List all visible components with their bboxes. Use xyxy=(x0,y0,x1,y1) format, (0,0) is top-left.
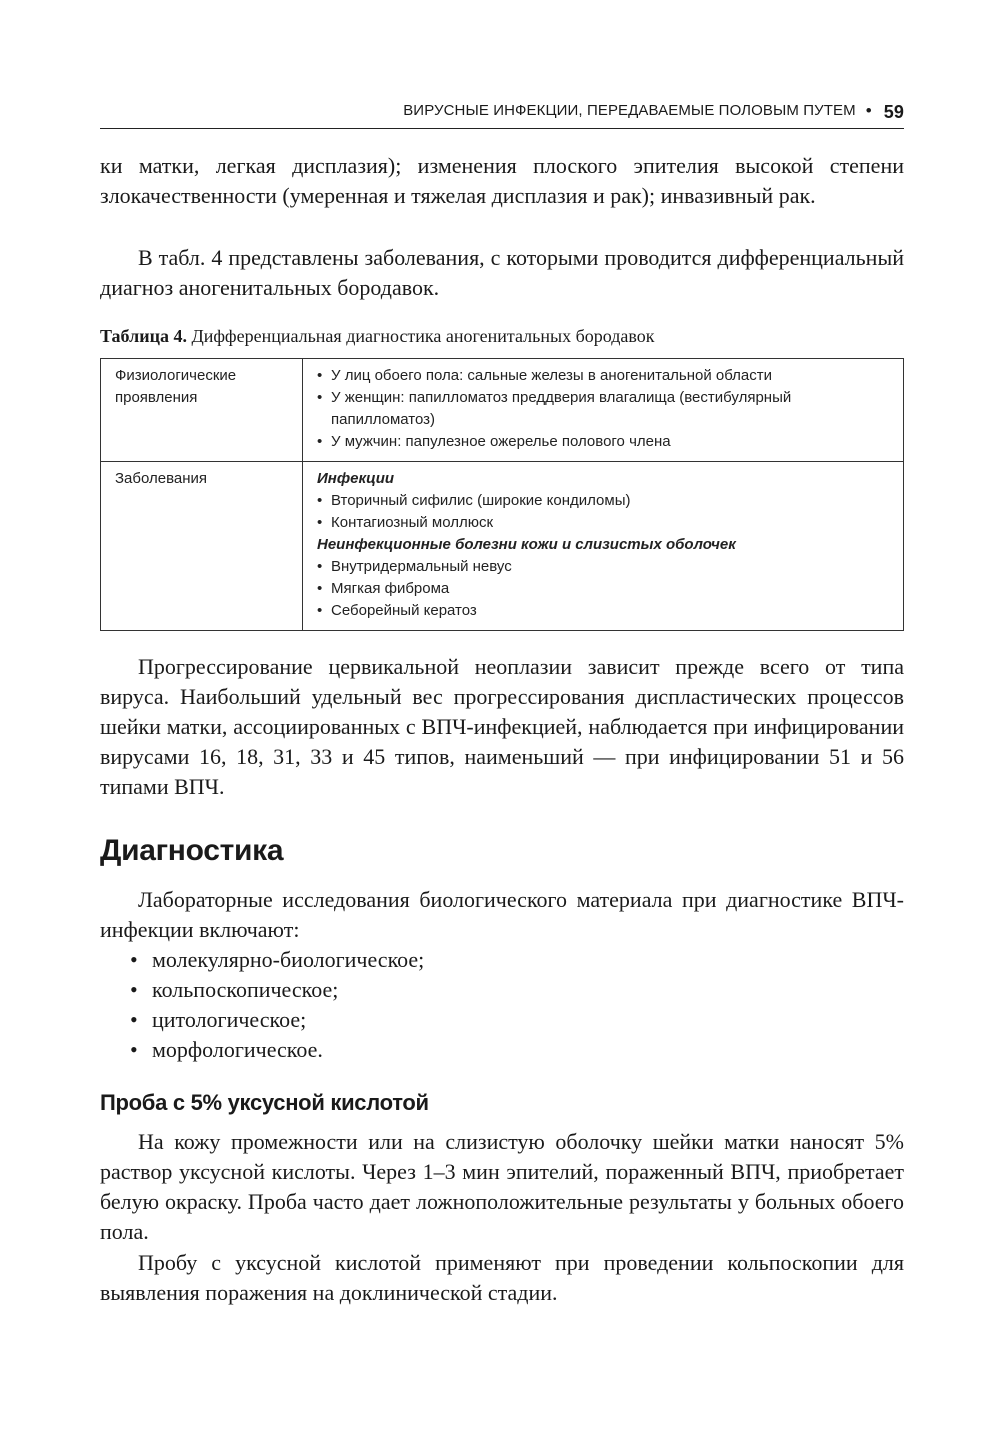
subsection-title: Проба с 5% уксусной кислотой xyxy=(100,1090,429,1115)
list-item: • морфологическое. xyxy=(130,1035,904,1065)
list-item: • Вторичный сифилис (широкие кондиломы) xyxy=(317,490,891,512)
row-label-diseases: Заболевания xyxy=(101,462,303,631)
running-title: ВИРУСНЫЕ ИНФЕКЦИИ, ПЕРЕДАВАЕМЫЕ ПОЛОВЫМ ПУТЕМ xyxy=(403,102,856,119)
group-title-infections: Инфекции xyxy=(317,470,395,487)
table-caption xyxy=(100,325,904,347)
list-item: • У лиц обоего пола: сальные железы в аногенитальной области xyxy=(317,365,891,387)
list-item: • молекулярно-биологическое; xyxy=(130,945,904,975)
list-item: • Контагиозный моллюск xyxy=(317,512,891,534)
page-number: 59 xyxy=(883,102,904,122)
paragraph-continuation: ки матки, легкая дисплазия); изменения плоского эпителия высокой степени злокачественности (умеренная и тяжелая дисплазия и рак); инвазивный рак. xyxy=(100,153,904,208)
table-row xyxy=(101,462,904,631)
list-item: • цитологическое; xyxy=(130,1005,904,1035)
row-label-physiological: Физиологические проявления xyxy=(101,359,303,462)
list-item: • Себорейный кератоз xyxy=(317,600,891,622)
subsection-paragraph-1: На кожу промежности или на слизистую оболочку шейки матки наносят 5% раствор уксусной кислоты. Через 1–3 мин эпителий, пораженный ВПЧ, приобретает белую окраску. Проба часто дает ложноположительные результаты у больных обоего пола. xyxy=(100,1129,904,1244)
list-item: • Мягкая фиброма xyxy=(317,578,891,600)
running-header xyxy=(100,102,904,129)
differential-diagnosis-table xyxy=(100,358,904,631)
group-title-noninfectious: Неинфекционные болезни кожи и слизистых оболочек xyxy=(317,536,736,553)
table-caption-label: Таблица 4. xyxy=(100,326,187,346)
paragraph-progression: Прогрессирование цервикальной неоплазии зависит прежде всего от типа вируса. Наибольший удельный вес прогрессирования диспластических процессов шейки матки, ассоциированных с ВПЧ-инфекцией, наблюдается при инфицировании вирусами 16, 18, 31, 33 и 45 типов, наименьший — при инфицировании 51 и 56 типами ВПЧ. xyxy=(100,654,904,799)
row-content-physiological xyxy=(303,359,904,462)
section-title: Диагностика xyxy=(100,834,284,867)
row-content-diseases xyxy=(303,462,904,631)
paragraph-table-intro: В табл. 4 представлены заболевания, с которыми проводится дифференциальный диагноз аногенитальных бородавок. xyxy=(100,245,904,300)
list-item: • У женщин: папилломатоз преддверия влагалища (вестибулярный папилломатоз) xyxy=(317,387,891,431)
list-item: • Внутридермальный невус xyxy=(317,556,891,578)
list-item: • У мужчин: папулезное ожерелье полового члена xyxy=(317,431,891,453)
methods-list xyxy=(100,945,904,1065)
table-row xyxy=(101,359,904,462)
header-separator: • xyxy=(865,101,872,120)
section-intro: Лабораторные исследования биологического материала при диагностике ВПЧ-инфекции включают: xyxy=(100,887,904,942)
list-item: • кольпоскопическое; xyxy=(130,975,904,1005)
table-caption-text: Дифференциальная диагностика аногенитальных бородавок xyxy=(186,326,655,346)
subsection-paragraph-2: Пробу с уксусной кислотой применяют при проведении кольпоскопии для выявления поражения на доклинической стадии. xyxy=(100,1250,904,1305)
